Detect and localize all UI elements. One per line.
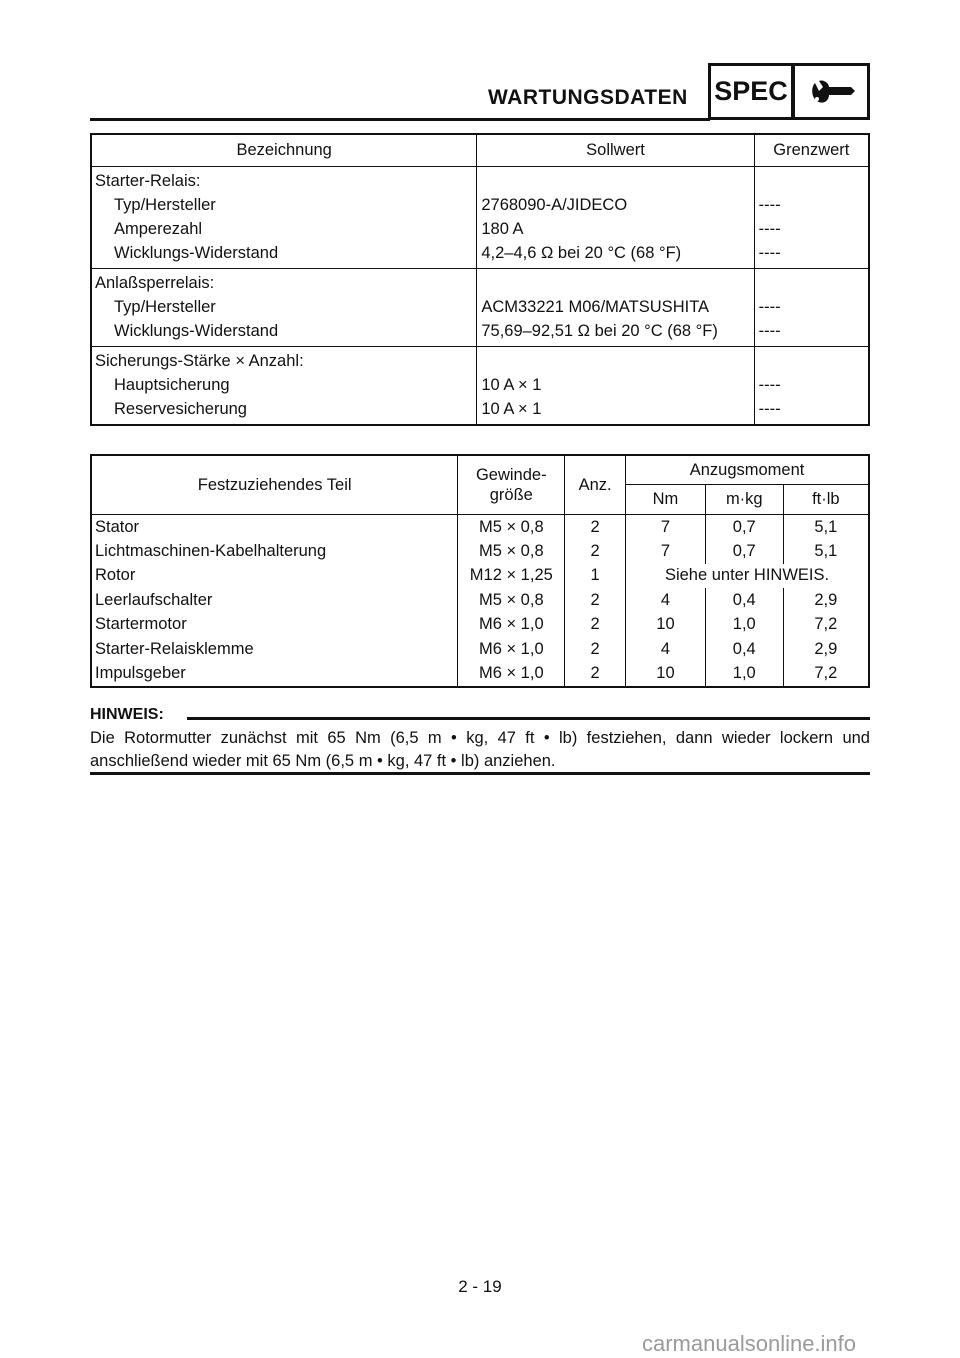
- thread-size: M5 × 0,8: [458, 539, 565, 563]
- col-torque: Anzugsmoment: [626, 455, 869, 485]
- table-header-row: [91, 455, 869, 485]
- col-thread: [458, 455, 565, 515]
- table-header-row: [91, 134, 869, 167]
- table-row: [91, 515, 869, 540]
- torque-mkg: 0,7: [705, 539, 783, 563]
- table-row: [91, 241, 869, 269]
- spec-value: ACM33221 M06/MATSUSHITA: [477, 295, 754, 319]
- torque-mkg: 0,4: [705, 588, 783, 612]
- table-row: [91, 637, 869, 661]
- torque-ftlb: 5,1: [783, 515, 869, 540]
- spec-limit: ----: [754, 217, 869, 241]
- torque-nm: 4: [626, 637, 706, 661]
- group-title: Sicherungs-Stärke × Anzahl:: [91, 347, 477, 374]
- note-rule-bottom: [90, 772, 870, 775]
- part-name: Rotor: [91, 564, 458, 588]
- col-mkg: m·kg: [705, 485, 783, 515]
- torque-nm: 7: [626, 539, 706, 563]
- spec-value: 10 A × 1: [477, 373, 754, 397]
- spec-name: Typ/Hersteller: [114, 195, 216, 214]
- group-title-row: [91, 167, 869, 194]
- spec-name: Hauptsicherung: [114, 375, 230, 394]
- col-nm: Nm: [626, 485, 706, 515]
- thread-size: M5 × 0,8: [458, 515, 565, 540]
- col-sollwert: Sollwert: [477, 134, 754, 167]
- count: 2: [565, 515, 626, 540]
- count: 2: [565, 539, 626, 563]
- table-row: [91, 193, 869, 217]
- part-name: Startermotor: [91, 613, 458, 637]
- thread-size: M6 × 1,0: [458, 637, 565, 661]
- spec-name: Typ/Hersteller: [114, 297, 216, 316]
- torque-ftlb: 5,1: [814, 542, 838, 561]
- torque-note: Siehe unter HINWEIS.: [664, 566, 830, 585]
- table-row: [91, 217, 869, 241]
- spec-value: 2768090-A/JIDECO: [477, 193, 754, 217]
- note-rule-top: [187, 717, 870, 720]
- group-title: Anlaßsperrelais:: [91, 269, 477, 296]
- spec-name: Amperezahl: [114, 219, 203, 238]
- spec-value: 4,2–4,6 Ω bei 20 °C (68 °F): [477, 241, 754, 269]
- torque-nm: 10: [626, 661, 706, 686]
- table-row: [91, 295, 869, 319]
- count: 2: [565, 637, 626, 661]
- count: 2: [565, 613, 626, 637]
- note-label: HINWEIS:: [90, 706, 164, 723]
- table-row: [91, 373, 869, 397]
- spec-limit: ----: [754, 193, 869, 217]
- count: 1: [565, 564, 626, 588]
- table-row: [91, 588, 869, 612]
- note-text: Die Rotormutter zunächst mit 65 Nm (6,5 m • kg, 47 ft • lb) festziehen, dann wieder lockern und anschließend wieder mit 65 Nm (6,5 m • kg, 47 ft • lb) anziehen.: [90, 729, 870, 770]
- col-bezeichnung: Bezeichnung: [91, 134, 477, 167]
- torque-ftlb: 7,2: [814, 664, 838, 683]
- table-row: [91, 661, 869, 686]
- col-ftlb: ft·lb: [783, 485, 869, 515]
- wrench-icon: [809, 77, 857, 109]
- spec-limit: ----: [754, 241, 869, 269]
- spec-limit: ----: [754, 373, 869, 397]
- thread-size: M6 × 1,0: [458, 661, 565, 686]
- page-number: 2 - 19: [458, 1277, 502, 1296]
- table-row: [91, 564, 869, 588]
- col-grenzwert: Grenzwert: [754, 134, 869, 167]
- torque-nm: 7: [626, 515, 706, 540]
- table-row: [91, 319, 869, 347]
- torque-mkg: 1,0: [705, 661, 783, 686]
- electrical-spec-table: [90, 133, 870, 426]
- thread-size: M12 × 1,25: [458, 564, 565, 588]
- table-row: [91, 397, 869, 425]
- spec-badge: SPEC: [708, 63, 794, 120]
- col-part: Festzuziehendes Teil: [197, 475, 352, 494]
- spec-limit: ----: [754, 397, 869, 425]
- spec-value: 75,69–92,51 Ω bei 20 °C (68 °F): [477, 319, 754, 347]
- group-title-row: [91, 347, 869, 374]
- table-row: [91, 613, 869, 637]
- page-header-title: WARTUNGSDATEN: [488, 86, 688, 109]
- part-name: Stator: [91, 515, 458, 540]
- part-name: Lichtmaschinen-Kabelhalterung: [91, 539, 458, 563]
- torque-ftlb: 2,9: [814, 639, 838, 658]
- torque-mkg: 0,4: [705, 637, 783, 661]
- torque-table: [90, 454, 870, 688]
- wrench-badge: [792, 63, 870, 120]
- torque-ftlb: 7,2: [814, 615, 838, 634]
- torque-mkg: 1,0: [705, 613, 783, 637]
- watermark: carmanualsonline.info: [642, 1331, 857, 1356]
- header-rule: [90, 118, 710, 121]
- group-title-row: [91, 269, 869, 296]
- col-count: Anz.: [565, 455, 626, 515]
- spec-name: Wicklungs-Widerstand: [114, 243, 279, 262]
- torque-ftlb: 2,9: [814, 590, 838, 609]
- thread-size: M6 × 1,0: [458, 613, 565, 637]
- col-thread-label: Gewinde-größe: [475, 466, 547, 504]
- spec-value: 10 A × 1: [477, 397, 754, 425]
- spec-value: 180 A: [477, 217, 754, 241]
- part-name: Impulsgeber: [91, 661, 458, 686]
- spec-limit: ----: [754, 319, 869, 347]
- torque-mkg: 0,7: [705, 515, 783, 540]
- spec-limit: ----: [754, 295, 869, 319]
- part-name: Starter-Relaisklemme: [91, 637, 458, 661]
- table-row: [91, 539, 869, 563]
- count: 2: [565, 661, 626, 686]
- group-title: Starter-Relais:: [91, 167, 477, 194]
- thread-size: M5 × 0,8: [458, 588, 565, 612]
- count: 2: [565, 588, 626, 612]
- part-name: Leerlaufschalter: [91, 588, 458, 612]
- torque-nm: 4: [626, 588, 706, 612]
- torque-nm: 10: [626, 613, 706, 637]
- spec-name: Wicklungs-Widerstand: [114, 321, 279, 340]
- spec-name: Reservesicherung: [114, 399, 247, 418]
